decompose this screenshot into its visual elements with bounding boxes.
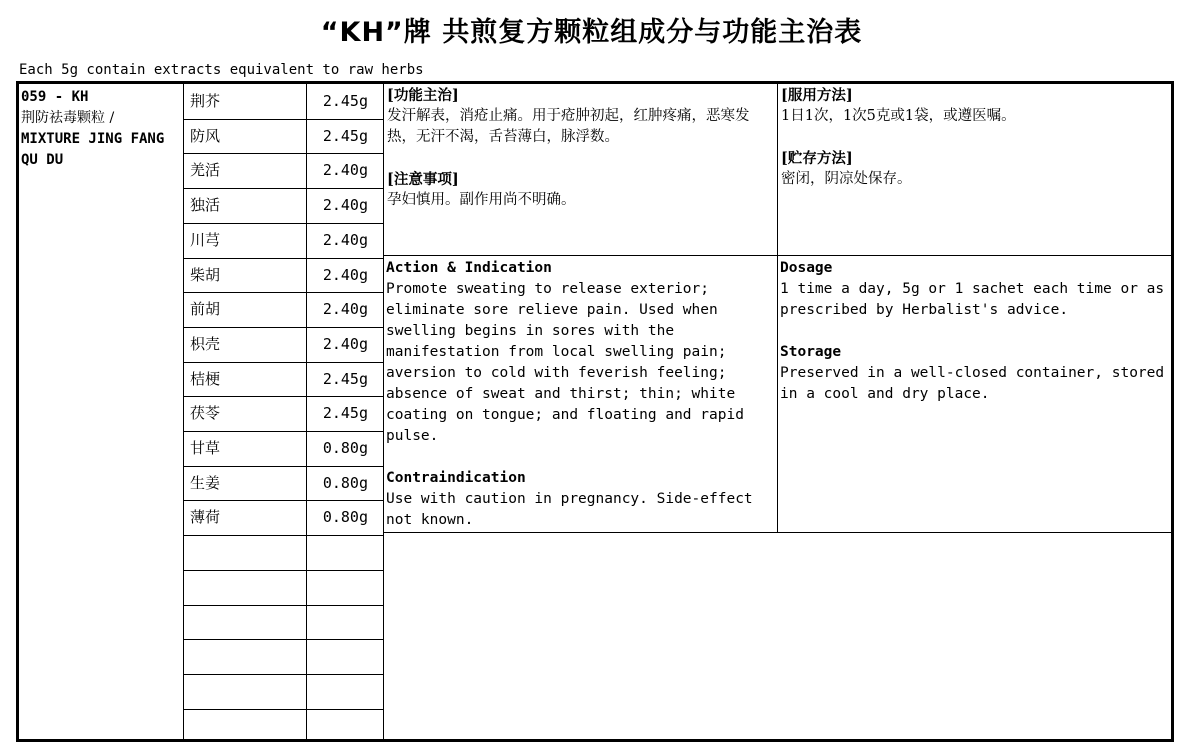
herb-name: 荆芥 [190, 92, 221, 110]
col-divider-right [777, 84, 778, 532]
en-dosage-heading: Dosage [780, 260, 833, 276]
en-action-text: Promote sweating to release exterior; eliminate sore relieve pain. Used when swelling begins in sores with the manifestation from local swelling pain; aversion to cold with feverish feeling; absence of sweat and thirst; thin; white coating on tongue; and floating and rapid pulse. [386, 281, 744, 444]
en-contra-text: Use with caution in pregnancy. Side-effect not known. [386, 491, 753, 528]
herb-name: 薄荷 [190, 508, 221, 526]
cn-function-heading: [功能主治] [387, 87, 459, 104]
col-divider-herb [183, 84, 184, 739]
herb-dose: 2.40g [322, 266, 368, 284]
herb-dose: 0.80g [322, 508, 368, 526]
cn-function-section [387, 85, 771, 211]
herb-dose: 2.45g [322, 404, 368, 422]
product-name-en: MIXTURE JING FANG QU DU [21, 131, 165, 168]
herb-row-divider [183, 674, 383, 675]
cn-usage-section [781, 85, 1167, 190]
herb-name: 柴胡 [190, 266, 221, 284]
herb-row-divider [183, 570, 383, 571]
herb-row-divider [183, 709, 383, 710]
herb-name: 茯苓 [190, 404, 221, 422]
herb-row-divider [183, 639, 383, 640]
herb-name: 甘草 [190, 439, 221, 457]
herb-dose: 2.45g [322, 92, 368, 110]
formula-table [16, 81, 1174, 742]
extract-note: Each 5g contain extracts equivalent to raw herbs [19, 62, 424, 78]
product-code: 059 - KH [21, 89, 89, 105]
en-storage-text: Preserved in a well-closed container, stored in a cool and dry place. [780, 365, 1165, 402]
en-dosage-text: 1 time a day, 5g or 1 sachet each time or as prescribed by Herbalist's advice. [780, 281, 1165, 318]
en-action-heading: Action & Indication [386, 260, 552, 276]
herb-dose: 0.80g [322, 474, 368, 492]
herb-dose: 2.45g [322, 370, 368, 388]
herb-dose: 2.40g [322, 196, 368, 214]
herb-name: 川芎 [190, 231, 221, 249]
product-code-cell [21, 87, 181, 171]
herb-name: 生姜 [190, 474, 221, 492]
herb-dose: 2.40g [322, 231, 368, 249]
product-name-cn: 荆防祛毒颗粒 / [21, 110, 115, 126]
col-divider-dose [306, 84, 307, 739]
herb-name: 前胡 [190, 300, 221, 318]
row-divider-cn-en [383, 255, 1171, 256]
en-contra-heading: Contraindication [386, 470, 526, 486]
herb-dose: 2.40g [322, 300, 368, 318]
herb-dose: 2.45g [322, 127, 368, 145]
en-action-section [386, 258, 775, 531]
herb-name: 防风 [190, 127, 221, 145]
herb-name: 羌活 [190, 161, 221, 179]
col-divider-text [383, 84, 384, 739]
cn-usage-text: 1日1次，1次5克或1袋，或遵医嘱。 [781, 108, 1016, 124]
herb-row-divider [183, 605, 383, 606]
herb-dose: 2.40g [322, 335, 368, 353]
en-storage-heading: Storage [780, 344, 842, 360]
herb-dose: 0.80g [322, 439, 368, 457]
herb-dose: 2.40g [322, 161, 368, 179]
row-divider-text-end [383, 532, 1171, 533]
en-dosage-section [780, 258, 1169, 405]
herb-row-divider [183, 535, 383, 536]
cn-caution-text: 孕妇慎用。副作用尚不明确。 [387, 192, 576, 208]
herb-name: 枳壳 [190, 335, 221, 353]
herb-name: 桔梗 [190, 370, 221, 388]
cn-usage-heading: [服用方法] [781, 87, 853, 104]
herb-name: 独活 [190, 196, 221, 214]
cn-storage-heading: [贮存方法] [781, 150, 853, 167]
cn-function-text: 发汗解表，消疮止痛。用于疮肿初起，红肿疼痛，恶寒发热，无汗不渴，舌苔薄白，脉浮数。 [387, 108, 750, 145]
page-title: “KH”牌 共煎复方颗粒组成分与功能主治表 [320, 17, 863, 48]
cn-caution-heading: [注意事项] [387, 171, 459, 188]
cn-storage-text: 密闭，阴凉处保存。 [781, 171, 912, 187]
